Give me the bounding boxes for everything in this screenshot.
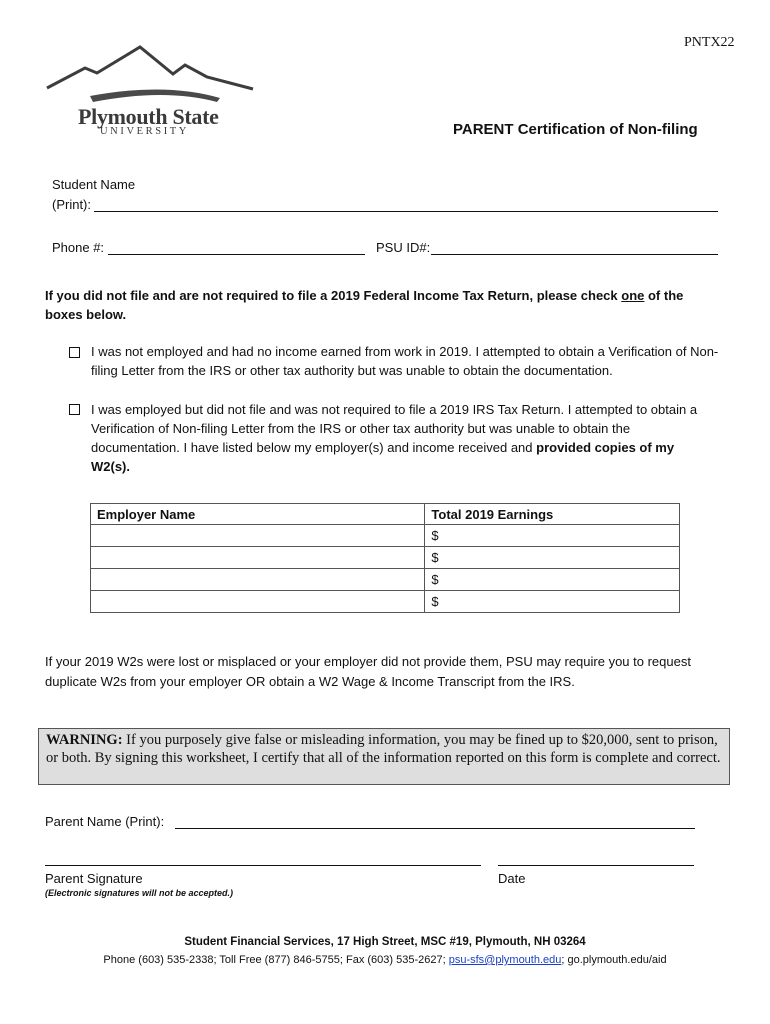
warning-label: WARNING: [46, 732, 123, 748]
mountain-logo-icon [45, 44, 260, 104]
warning-box [38, 728, 730, 785]
psu-id-label: PSU ID#: [376, 240, 431, 255]
phone-field[interactable] [108, 254, 365, 255]
instruction-after: of the boxes below. [45, 288, 684, 322]
parent-signature-label: Parent Signature [45, 871, 143, 886]
table-row [91, 591, 680, 613]
parent-signature-field[interactable] [45, 865, 481, 866]
footer-address: Student Financial Services, 17 High Street, MSC #19, Plymouth, NH 03264 [184, 936, 586, 948]
option-1-checkbox[interactable] [69, 347, 80, 358]
w2-note: If your 2019 W2s were lost or misplaced or your employer did not provide them, PSU may require you to request duplicate W2s from your employer OR obtain a W2 Wage & Income Transcript from the IRS. [45, 654, 691, 689]
employer-name-cell[interactable] [91, 569, 425, 591]
form-code: PNTX22 [684, 35, 735, 50]
footer-phones: Phone (603) 535-2338; Toll Free (877) 846-5755; Fax (603) 535-2627; [103, 954, 449, 966]
logo-subtitle: UNIVERSITY [100, 126, 189, 137]
parent-name-field[interactable] [175, 828, 695, 829]
earnings-cell[interactable]: $ [425, 591, 680, 613]
employer-table [90, 503, 680, 613]
logo-name: Plymouth State [78, 104, 219, 129]
footer-email-link[interactable]: psu-sfs@plymouth.edu [448, 954, 562, 966]
student-name-field[interactable] [94, 211, 718, 212]
instruction-emphasis: one [621, 288, 645, 303]
date-field[interactable] [498, 865, 694, 866]
warning-body: If you purposely give false or misleading information, you may be fined up to $20,000, sent to prison, or both. By signing this worksheet, I certify that all of the information reported on this form is complete and correct. [46, 732, 721, 766]
footer-web: ; go.plymouth.edu/aid [561, 954, 667, 966]
table-header-row [91, 504, 680, 525]
option-2-text [91, 400, 716, 476]
earnings-cell[interactable]: $ [425, 547, 680, 569]
university-logo [45, 44, 260, 140]
esign-note: (Electronic signatures will not be accepted.) [45, 888, 234, 898]
footer-contact [0, 954, 770, 966]
phone-label: Phone #: [52, 240, 105, 255]
student-name-label: Student Name [52, 177, 136, 192]
student-name-print-label: (Print): [52, 197, 91, 212]
employer-name-cell[interactable] [91, 591, 425, 613]
employer-name-header: Employer Name [91, 504, 425, 525]
earnings-header: Total 2019 Earnings [425, 504, 680, 525]
employer-name-cell[interactable] [91, 547, 425, 569]
option-1-text: I was not employed and had no income earned from work in 2019. I attempted to obtain a Verification of Non-filing Letter from the IRS or other tax authority but was unable to obtain the documentation. [91, 344, 719, 378]
page-title: PARENT Certification of Non-filing [453, 121, 698, 138]
earnings-cell[interactable]: $ [425, 569, 680, 591]
option-2-bold-text: provided copies of my W2(s). [91, 440, 675, 474]
option-2-checkbox[interactable] [69, 404, 80, 415]
option-2-main-text: I was employed but did not file and was not required to file a 2019 IRS Tax Return. I attempted to obtain a Verification of Non-filing Letter from the IRS or other tax authority but was unable to obtain the documentation. I have listed below my employer(s) and income received and [91, 402, 698, 455]
table-row [91, 525, 680, 547]
instruction-text [45, 286, 715, 324]
warning-text [46, 731, 726, 767]
parent-name-label: Parent Name (Print): [45, 814, 165, 829]
date-label: Date [498, 871, 526, 886]
table-row [91, 547, 680, 569]
instruction-before: If you did not file and are not required to file a 2019 Federal Income Tax Return, please check [45, 288, 622, 303]
psu-id-field[interactable] [431, 254, 718, 255]
earnings-cell[interactable]: $ [425, 525, 680, 547]
table-row [91, 569, 680, 591]
employer-name-cell[interactable] [91, 525, 425, 547]
